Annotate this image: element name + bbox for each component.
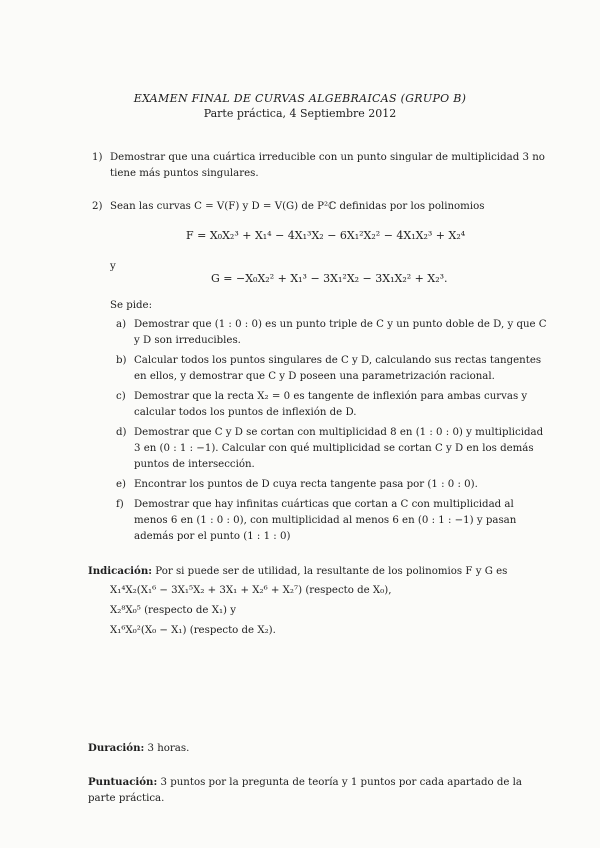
hint-block [88,563,550,580]
problem-2-intro: Sean las curvas C = V(F) y D = V(G) de P²ℂ definidas por los polinomios [110,201,485,212]
part-c-label: c) [116,391,126,402]
part-b-text: Calcular todos los puntos singulares de C y D, calculando sus rectas tangentes en ellos, y demostrar que C y D poseen una parametrización racional. [134,355,542,382]
duration-block [88,740,189,757]
problem-2-number: 2) [92,201,103,212]
equation-F: F = X₀X₂³ + X₁⁴ − 4X₁³X₂ − 6X₁²X₂² − 4X₁X₂³ + X₂⁴ [186,229,466,242]
part-f-text: Demostrar que hay infinitas cuárticas que cortan a C con multiplicidad al menos 6 en (1 : 0 : 0), con multiplicidad al menos 6 en (0 : 1 : −1) y pasan además por el punto (1 : 1 : 0) [134,499,517,542]
hint-line-3: X₁⁶X₀²(X₀ − X₁) (respecto de X₂). [110,625,276,636]
duration-label: Duración: [88,742,145,754]
exam-subtitle: Parte práctica, 4 Septiembre 2012 [203,107,397,120]
part-b-label: b) [116,355,127,366]
part-d-label: d) [116,427,127,438]
part-a-label: a) [116,319,127,330]
part-e-label: e) [116,479,127,490]
duration-value: 3 horas. [147,743,190,754]
problem-1-number: 1) [92,152,103,163]
hint-line-1: X₁⁴X₂(X₁⁶ − 3X₁⁵X₂ + 3X₁ + X₂⁶ + X₂⁷) (respecto de X₀), [110,585,392,596]
part-a-text: Demostrar que (1 : 0 : 0) es un punto triple de C y un punto doble de D, y que C y D son irreducibles. [134,319,547,346]
exam-title: EXAMEN FINAL DE CURVAS ALGEBRAICAS (GRUPO B) [133,92,467,105]
scoring-label: Puntuación: [88,776,158,788]
part-d-text: Demostrar que C y D se cortan con multiplicidad 8 en (1 : 0 : 0) y multiplicidad 3 en (0 : 1 : −1). Calcular con qué multiplicidad se cortan C y D en los demás puntos de intersección. [134,427,544,470]
hint-line-2: X₂⁸X₀⁵ (respecto de X₁) y [110,605,236,616]
hint-label: Indicación: [88,565,153,577]
se-pide-label: Se pide: [110,300,153,311]
part-c-text: Demostrar que la recta X₂ = 0 es tangente de inflexión para ambas curvas y calcular todos los puntos de inflexión de D. [134,391,528,418]
scoring-block [88,774,550,807]
part-e-text: Encontrar los puntos de D cuya recta tangente pasa por (1 : 0 : 0). [134,479,478,490]
part-f-label: f) [116,499,124,510]
scoring-text: 3 puntos por la pregunta de teoría y 1 puntos por cada apartado de la parte práctica. [88,777,522,804]
equation-G: G = −X₀X₂² + X₁³ − 3X₁²X₂ − 3X₁X₂² + X₂³. [211,272,448,285]
equation-connector: y [110,261,116,272]
hint-text: Por si puede ser de utilidad, la resultante de los polinomios F y G es [155,566,508,577]
problem-1-text: Demostrar que una cuártica irreducible con un punto singular de multiplicidad 3 no tiene más puntos singulares. [110,152,545,179]
